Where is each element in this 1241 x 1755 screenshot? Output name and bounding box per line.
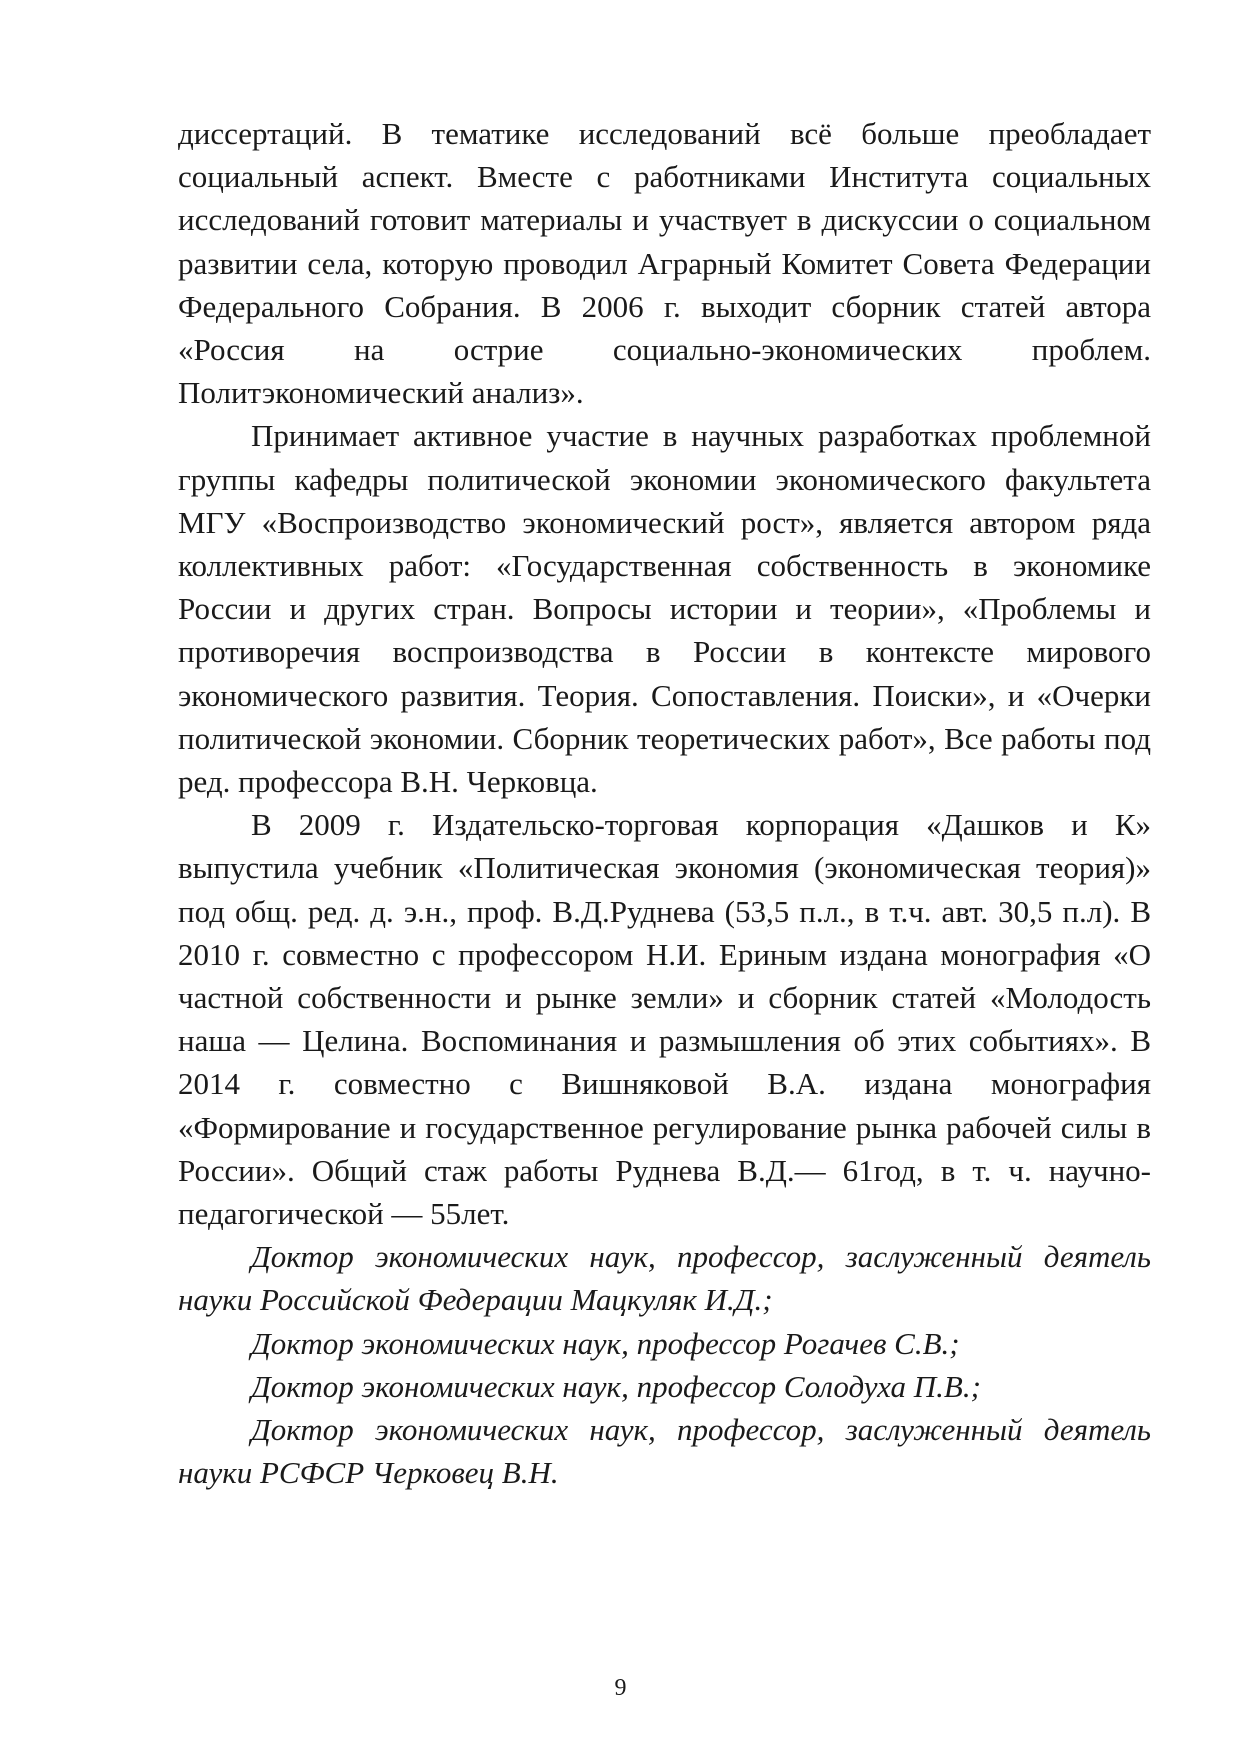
signature-matskulyak: Доктор экономических наук, профессор, заслуженный деятель науки Российской Федерации Мацкуляк И.Д.; (178, 1239, 1151, 1318)
paragraph-dissertation-topics: диссертаций. В тематике исследований всё больше преобладает социальный аспект. Вместе с работниками Института социальных исследований готовит материалы и участвует в дискуссии о социальном развитии села, которую проводил Аграрный Комитет Совета Федерации Федерального Собрания. В 2006 г. выходит сборник статей автора «Россия на острие социально-экономических проблем. Политэкономический анализ». (178, 116, 1151, 411)
signature-cherkovets: Доктор экономических наук, профессор, заслуженный деятель науки РСФСР Черковец В.Н. (178, 1412, 1151, 1491)
body-text (178, 112, 1151, 1495)
paragraph-publications: В 2009 г. Издательско-торговая корпорация «Дашков и К» выпустила учебник «Политическая экономия (экономическая теория)» под общ. ред. д. э.н., проф. В.Д.Руднева (53,5 п.л., в т.ч. авт. 30,5 п.л). В 2010 г. совместно с профессором Н.И. Ериным издана монография «О частной собственности и рынке земли» и сборник статей «Молодость наша — Целина. Воспоминания и размышления об этих событиях». В 2014 г. совместно с Вишняковой В.А. издана монография «Формирование и государственное регулирование рынка рабочей силы в России». Общий стаж работы Руднева В.Д.— 61год, в т. ч. научно-педагогической — 55лет. (178, 807, 1151, 1232)
signature-rogachev: Доктор экономических наук, профессор Рогачев С.В.; (251, 1325, 960, 1361)
paragraph-research-participation: Принимает активное участие в научных разработках проблемной группы кафедры политической экономии экономического факультета МГУ «Воспроизводство экономический рост», является автором ряда коллективных работ: «Государственная собственность в экономике России и других стран. Вопросы истории и теории», «Проблемы и противоречия воспроизводства в России в контексте мирового экономического развития. Теория. Сопоставления. Поиски», и «Очерки политической экономии. Сборник теоретических работ», Все работы под ред. профессора В.Н. Черковца. (178, 418, 1151, 800)
page-number: 9 (614, 1675, 627, 1701)
signature-solodukha: Доктор экономических наук, профессор Солодуха П.В.; (251, 1368, 981, 1404)
